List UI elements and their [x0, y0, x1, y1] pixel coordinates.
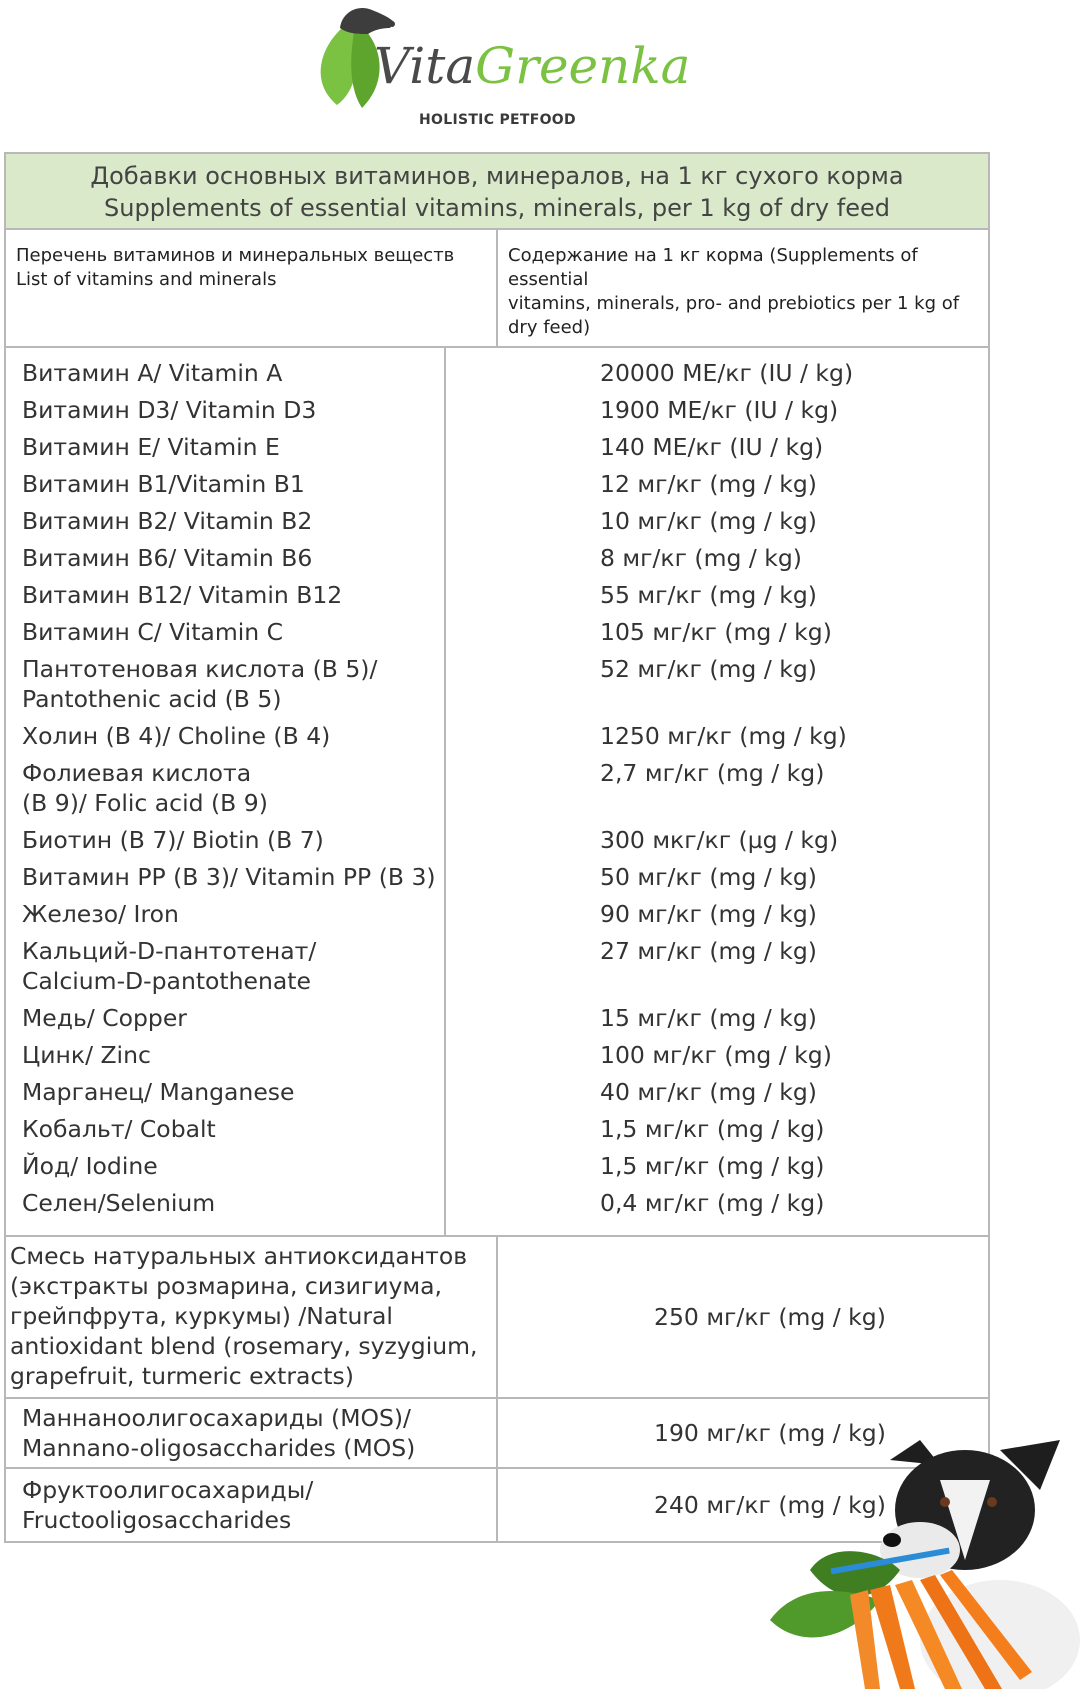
nutrient-value: 1250 мг/кг (mg / kg) [600, 722, 847, 750]
nutrient-value: 55 мг/кг (mg / kg) [600, 581, 817, 609]
column-header-content: Содержание на 1 кг корма (Supplements of essential vitamins, minerals, pro- and prebiotics per 1 kg of dry feed) [497, 229, 989, 347]
table-title-en: Supplements of essential vitamins, minerals, per 1 kg of dry feed [104, 194, 890, 222]
table-row [6, 758, 988, 818]
table-row [6, 721, 988, 751]
nutrient-value: 20000 МЕ/кг (IU / kg) [600, 359, 854, 387]
mos-name-cell: Маннаноолигосахариды (MOS)/ Mannano-oligosaccharides (MOS) [5, 1398, 497, 1468]
brand-logo [312, 0, 692, 135]
table-row [6, 1151, 988, 1181]
nutrient-name: Медь/ Copper [22, 1004, 187, 1032]
table-row [6, 580, 988, 610]
nutrient-value: 52 мг/кг (mg / kg) [600, 655, 817, 683]
nutrient-value: 1,5 мг/кг (mg / kg) [600, 1115, 825, 1143]
fos-value-cell: 240 мг/кг (mg / kg) [497, 1468, 989, 1542]
nutrient-name: Витамин C/ Vitamin C [22, 618, 284, 646]
antioxidant-value-cell: 250 мг/кг (mg / kg) [497, 1236, 989, 1398]
nutrient-name: Марганец/ Manganese [22, 1078, 295, 1106]
brand-tagline: HOLISTIC PETFOOD [419, 112, 576, 128]
nutrient-value: 12 мг/кг (mg / kg) [600, 470, 817, 498]
supplements-table [4, 152, 990, 1543]
nutrient-name: Железо/ Iron [22, 900, 179, 928]
table-title [5, 153, 989, 229]
table-row [6, 825, 988, 855]
nutrient-name: Витамин A/ Vitamin A [22, 359, 283, 387]
nutrient-value: 10 мг/кг (mg / kg) [600, 507, 817, 535]
nutrient-value: 1900 МЕ/кг (IU / kg) [600, 396, 839, 424]
nutrient-name: Цинк/ Zinc [22, 1041, 151, 1069]
nutrient-name: Пантотеновая кислота (B 5)/ Pantothenic acid (B 5) [22, 655, 378, 713]
table-row [6, 654, 988, 714]
nutrient-value: 2,7 мг/кг (mg / kg) [600, 759, 825, 787]
antioxidant-name-cell: Смесь натуральных антиоксидантов (экстракты розмарина, сизигиума, грейпфрута, куркумы) /Natural antioxidant blend (rosemary, syzygium, grapefruit, turmeric extracts) [5, 1236, 497, 1398]
nutrient-name: Холин (B 4)/ Choline (B 4) [22, 722, 331, 750]
nutrient-value: 1,5 мг/кг (mg / kg) [600, 1152, 825, 1180]
table-row [6, 1077, 988, 1107]
table-title-ru: Добавки основных витаминов, минералов, на 1 кг сухого корма [90, 162, 904, 190]
nutrient-name: Йод/ Iodine [22, 1152, 158, 1180]
table-row [6, 432, 988, 462]
nutrient-value: 27 мг/кг (mg / kg) [600, 937, 817, 965]
table-row [6, 395, 988, 425]
nutrient-name: Кобальт/ Cobalt [22, 1115, 216, 1143]
table-row [6, 899, 988, 929]
nutrient-name: Селен/Selenium [22, 1189, 216, 1217]
nutrient-name: Биотин (B 7)/ Biotin (B 7) [22, 826, 324, 854]
nutrient-name: Витамин B6/ Vitamin B6 [22, 544, 313, 572]
nutrient-name: Витамин B12/ Vitamin B12 [22, 581, 343, 609]
nutrient-value: 300 мкг/кг (µg / kg) [600, 826, 839, 854]
nutrient-value: 90 мг/кг (mg / kg) [600, 900, 817, 928]
column-header-list: Перечень витаминов и минеральных веществ List of vitamins and minerals [5, 229, 497, 347]
brand-name: VitaGreenka [374, 37, 691, 95]
table-row [6, 1188, 988, 1218]
nutrient-value: 0,4 мг/кг (mg / kg) [600, 1189, 825, 1217]
nutrient-name: Витамин D3/ Vitamin D3 [22, 396, 317, 424]
vitamins-minerals-block [5, 347, 989, 1236]
nutrient-value: 105 мг/кг (mg / kg) [600, 618, 832, 646]
table-row [6, 469, 988, 499]
nutrient-value: 100 мг/кг (mg / kg) [600, 1041, 832, 1069]
table-row [6, 1114, 988, 1144]
table-row [6, 543, 988, 573]
nutrient-name: Витамин E/ Vitamin E [22, 433, 280, 461]
table-row [6, 936, 988, 996]
nutrient-value: 50 мг/кг (mg / kg) [600, 863, 817, 891]
table-row [6, 617, 988, 647]
nutrient-name: Фолиевая кислота (B 9)/ Folic acid (B 9) [22, 759, 268, 817]
nutrient-value: 140 МЕ/кг (IU / kg) [600, 433, 824, 461]
nutrient-name: Кальций-D-пантотенат/ Calcium-D-pantothenate [22, 937, 317, 995]
nutrient-name: Витамин B1/Vitamin B1 [22, 470, 305, 498]
table-row [6, 1040, 988, 1070]
nutrient-value: 15 мг/кг (mg / kg) [600, 1004, 817, 1032]
table-row [6, 506, 988, 536]
fos-name-cell: Фруктоолигосахариды/ Fructooligosaccharides [5, 1468, 497, 1542]
mos-value-cell: 190 мг/кг (mg / kg) [497, 1398, 989, 1468]
table-row [6, 1003, 988, 1033]
nutrient-value: 40 мг/кг (mg / kg) [600, 1078, 817, 1106]
nutrient-name: Витамин B2/ Vitamin B2 [22, 507, 313, 535]
dog-with-carrots-image [770, 1440, 1080, 1689]
nutrient-value: 8 мг/кг (mg / kg) [600, 544, 802, 572]
table-row [6, 358, 988, 388]
nutrient-name: Витамин PP (B 3)/ Vitamin PP (B 3) [22, 863, 436, 891]
table-row [6, 862, 988, 892]
